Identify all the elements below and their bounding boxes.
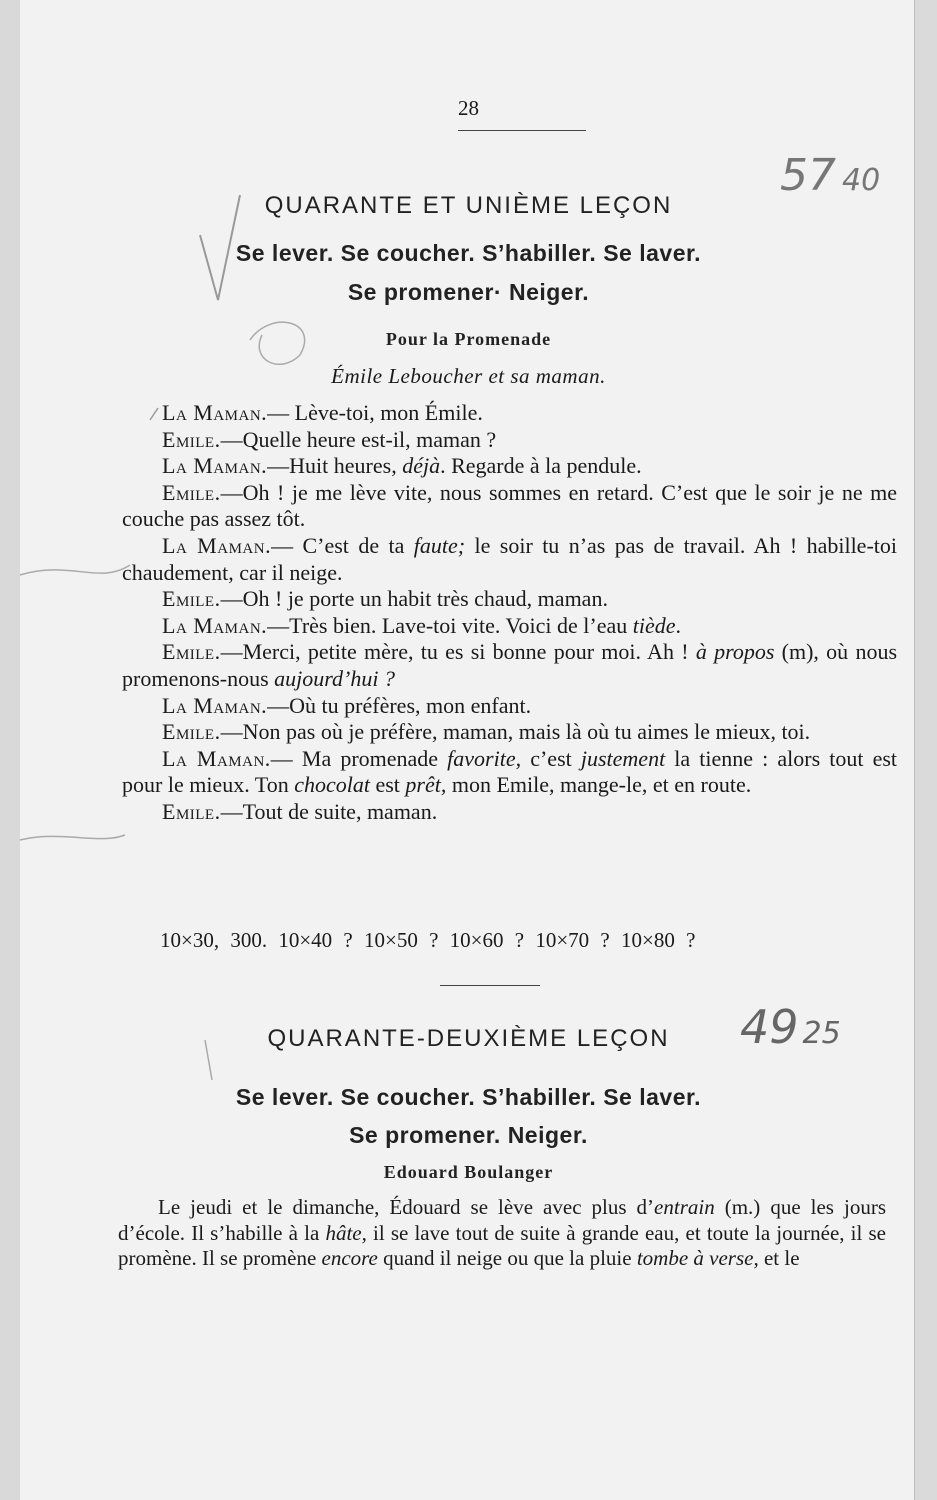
text-run: (m.) que les jours d’école. Il s’habille à la [118,1195,886,1245]
pencil-stroke [20,835,125,840]
italic-word: à propos [695,639,775,665]
line-text: —Non pas où je préfère, maman, mais là où tu aimes le mieux, toi. [220,719,811,745]
italic-word: encore [321,1246,378,1270]
speaker-name: Emile. [162,426,221,452]
italic-word: justement [580,745,666,771]
lesson-42-section-title: Edouard Boulanger [383,1162,554,1182]
line-text: — C’est de ta [271,532,414,558]
line-text: —Huit heures, [267,453,403,479]
text-run: et le [758,1246,800,1270]
line-text: —Tout de suite, maman. [220,798,438,824]
speaker-name: La Maman. [162,532,272,558]
italic-word: favorite, [447,745,522,771]
lesson-41-subtitle-2: Se promener· Neiger. [347,279,590,305]
pencil-stroke [20,565,130,575]
pencil-number: 25 [802,1016,841,1051]
text-run: quand il neige ou que la pluie [377,1246,637,1270]
line-text: — Lève-toi, mon Émile. [267,400,483,425]
lesson-41-heading: QUARANTE ET UNIÈME LEÇON [264,192,673,219]
line-text: le soir tu n’as pas de travail. Ah ! habille-toi chaudement, car il neige. [122,532,897,585]
italic-word: chocolat [294,772,370,798]
pencil-number: 40 [842,163,881,198]
pencil-tick [205,1040,212,1080]
line-text: —Oh ! je me lève vite, nous sommes en retard. C’est que le soir je ne me couche pas assez tôt. [122,479,897,532]
speaker-name: Emile. [162,798,221,824]
italic-word: prêt, [405,772,447,798]
speaker-name: Emile. [162,586,221,612]
italic-word: faute; [413,532,466,558]
line-text: la tienne : alors tout est pour le mieux. Ton [122,745,898,798]
line-text: mon Emile, mange-le, et en route. [446,772,752,798]
speaker-name: La Maman. [162,612,268,638]
page-number: 28 [458,96,479,120]
lesson-42-subtitle-1: Se lever. Se coucher. S’habiller. Se laver. [235,1084,702,1110]
text-run: Le jeudi et le dimanche, Édouard se lève avec plus d’ [158,1195,655,1219]
line-text: (m), où nous promenons-nous [122,639,898,691]
speaker-name: La Maman. [162,745,271,771]
italic-word: aujourd’hui ? [274,665,395,691]
pencil-checkmark [200,195,240,300]
pencil-scribble [250,322,305,364]
italic-word: déjà [402,453,441,479]
lesson-41-subtitle-1: Se lever. Se coucher. S’habiller. Se laver. [235,240,702,266]
line-text: . Regarde à la pendule. [440,453,642,479]
italic-word: hâte, [325,1220,367,1245]
line-text: — Ma promenade [270,745,448,771]
text-run: il se lave tout de suite à grande eau, et toute la journée, il se promène. Il se promène [118,1220,886,1270]
line-text: . [675,612,682,638]
lesson-41-characters: Émile Leboucher et sa maman. [331,364,606,388]
pencil-tick [150,408,158,420]
speaker-name: Emile. [162,639,221,665]
lesson-41-section-title: Pour la Promenade [385,329,552,349]
line-text: —Merci, petite mère, tu es si bonne pour moi. Ah ! [220,639,696,665]
line-text: —Quelle heure est-il, maman ? [220,426,497,452]
lesson-42-subtitle-2: Se promener. Neiger. [349,1122,588,1148]
multiplication-exercise: 10×30, 300. 10×40 ? 10×50 ? 10×60 ? 10×70 ? 10×80 ? [160,928,696,952]
speaker-name: La Maman. [162,453,268,479]
speaker-name: Emile. [162,719,221,745]
line-text: c’est [521,745,581,771]
pencil-number: 57 [780,150,836,201]
line-text: —Où tu préfères, mon enfant. [267,692,532,718]
italic-word: tiède [632,612,676,638]
speaker-name: La Maman. [162,400,268,425]
pencil-number: 49 [740,1000,799,1054]
italic-word: entrain [654,1195,715,1219]
speaker-name: Emile. [162,479,221,505]
line-text: est [369,772,406,798]
italic-word: tombe à verse, [636,1246,759,1270]
line-text: —Très bien. Lave-toi vite. Voici de l’eau [267,612,633,638]
speaker-name: La Maman. [162,692,268,718]
line-text: —Oh ! je porte un habit très chaud, maman. [220,586,608,612]
lesson-42-heading: QUARANTE-DEUXIÈME LEÇON [267,1025,670,1052]
